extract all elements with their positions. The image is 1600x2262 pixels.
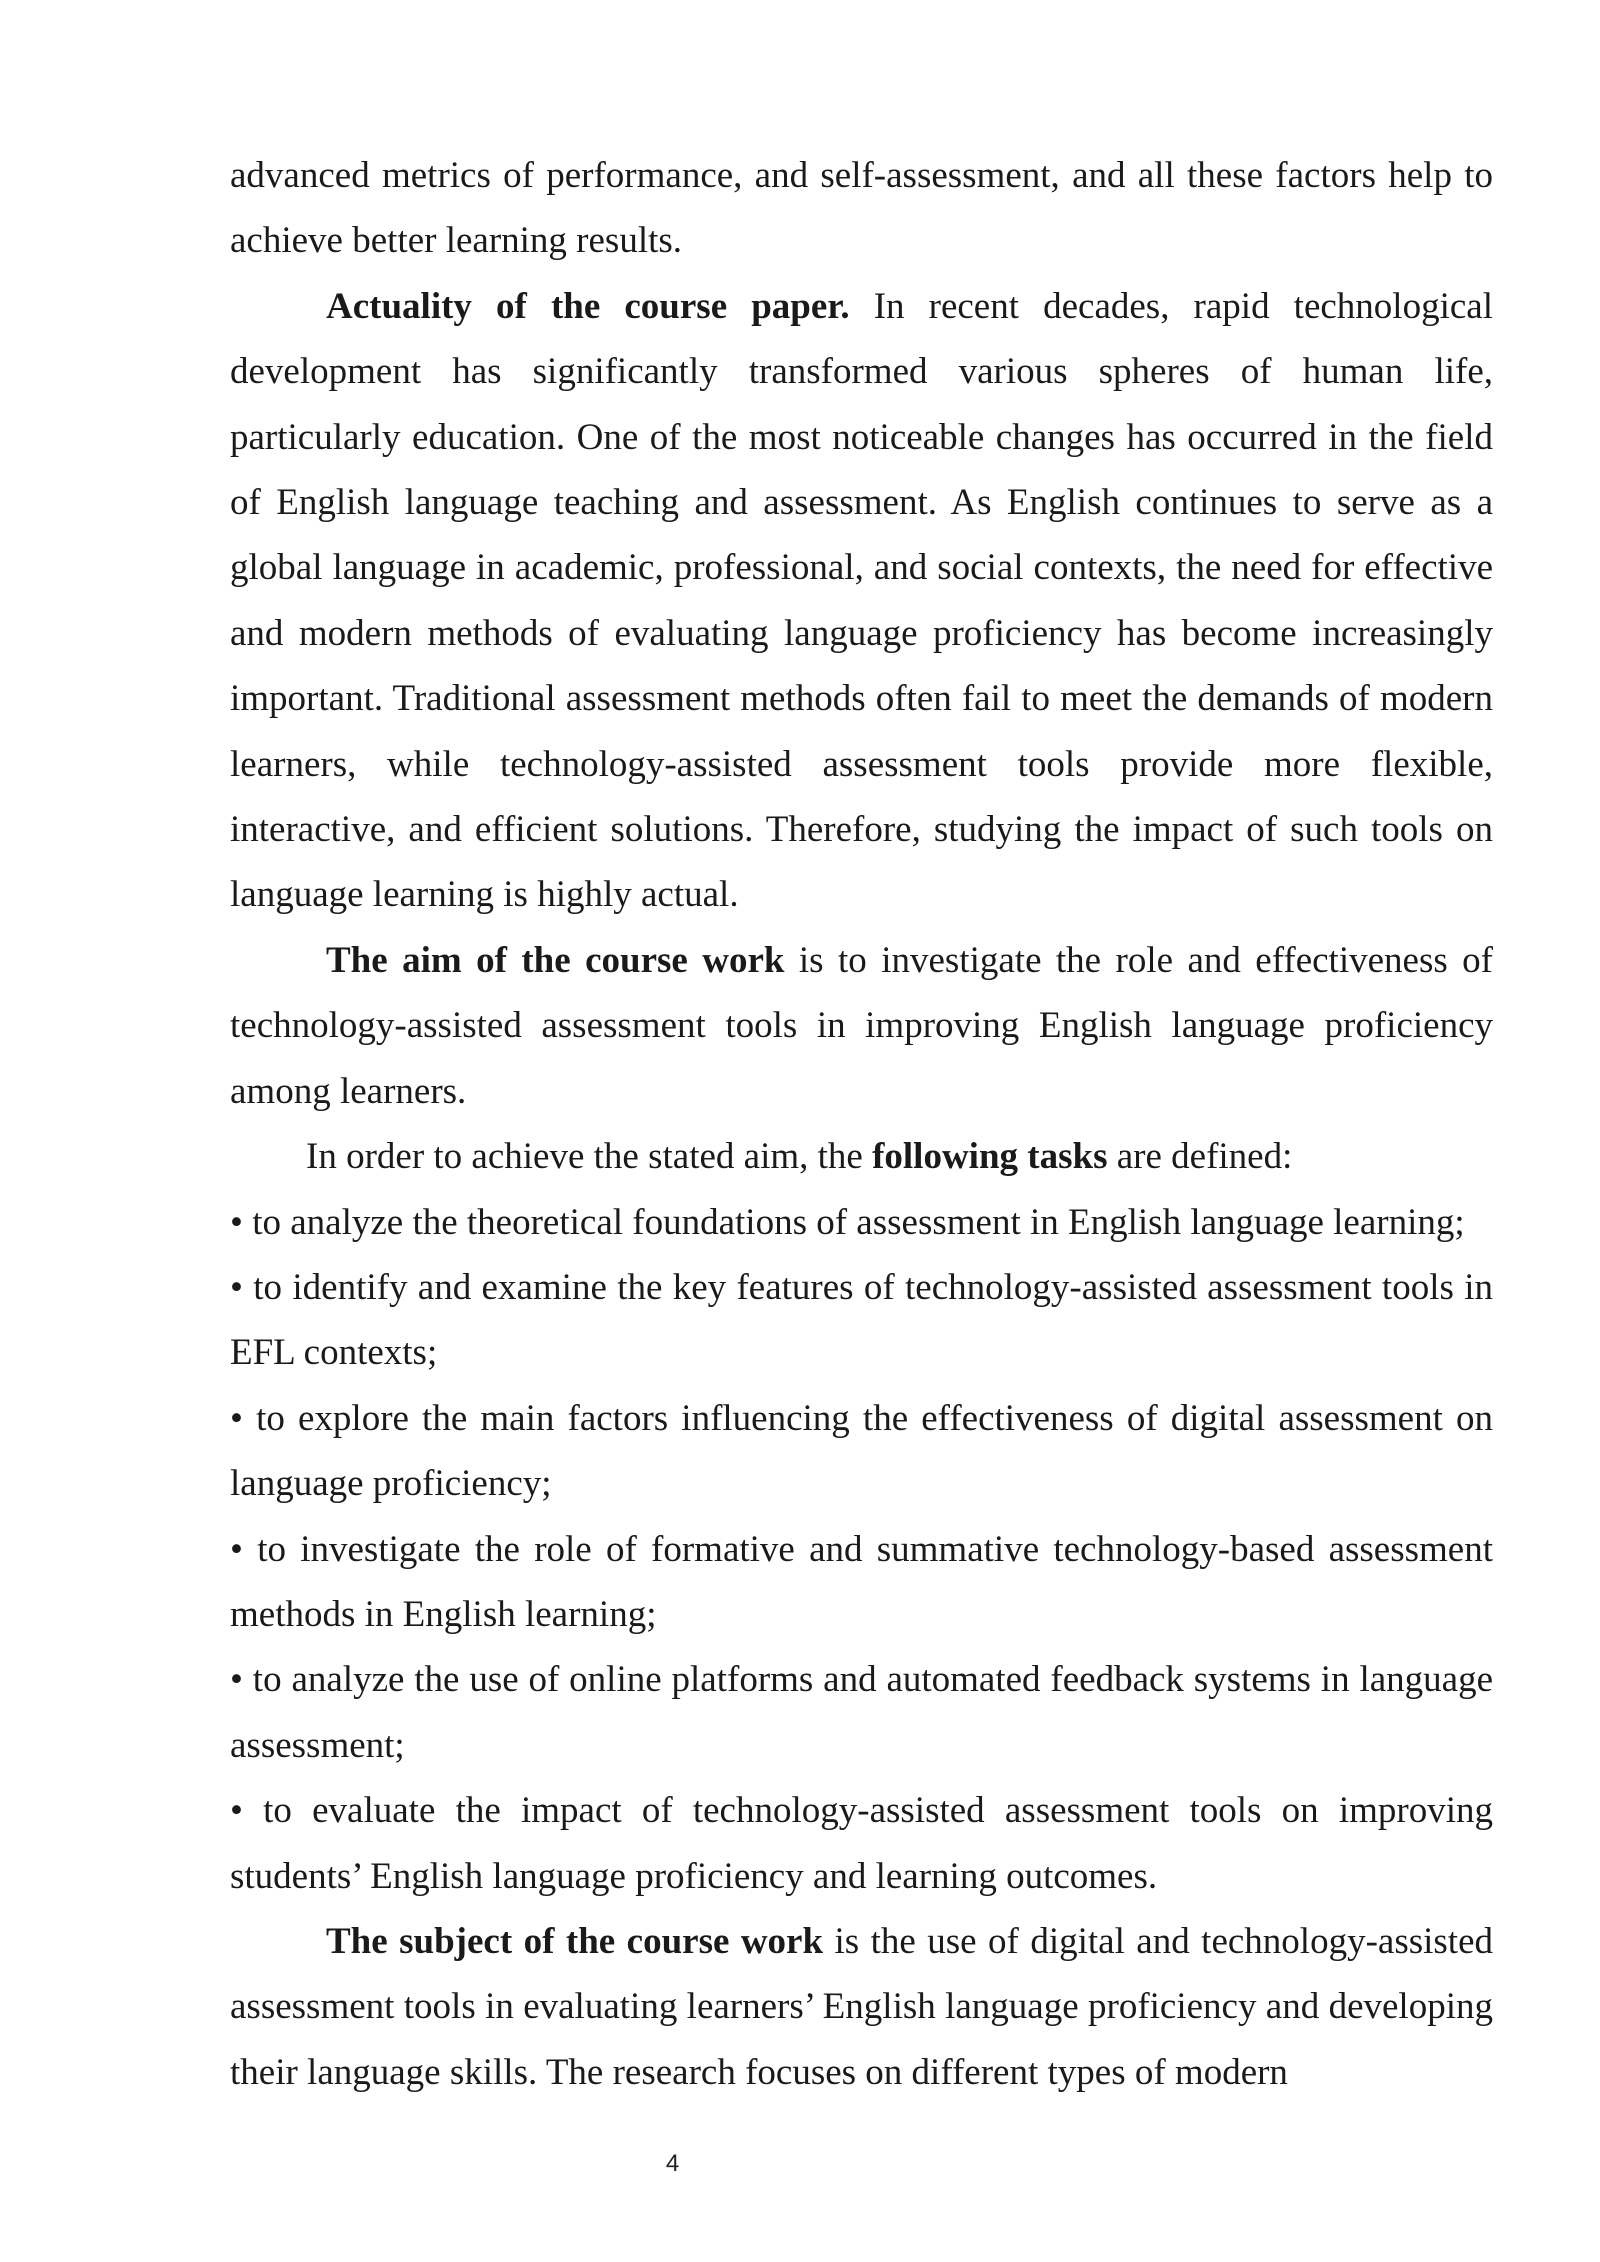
aim-paragraph: [230, 928, 1493, 1124]
page-number: 4: [665, 2150, 680, 2177]
task-item: • to explore the main factors influencing the effectiveness of digital assessment on language proficiency;: [230, 1397, 1493, 1505]
actuality-text: In recent decades, rapid technological development has significantly transformed various spheres of human life, particularly education. One of the most noticeable changes has occurred in the field of English language teaching and assessment. As English continues to serve as a global language in academic, professional, and social contexts, the need for effective and modern methods of evaluating language proficiency has become increasingly important. Traditional assessment methods often fail to meet the demands of modern learners, while technology-assisted assessment tools provide more flexible, interactive, and efficient solutions. Therefore, studying the impact of such tools on language learning is highly actual.: [230, 285, 1493, 916]
actuality-heading: Actuality of the course paper.: [326, 285, 850, 327]
subject-text: is the use of digital and technology-assisted assessment tools in evaluating learners’ English language proficiency and developing their language skills. The research focuses on different types of modern: [230, 1920, 1493, 2093]
intro-text: advanced metrics of performance, and self-assessment, and all these factors help to achieve better learning results.: [230, 155, 1493, 262]
tasks-intro-before: In order to achieve the stated aim, the: [306, 1136, 873, 1178]
actuality-paragraph: [230, 274, 1493, 928]
task-item: • to investigate the role of formative and summative technology-based assessment methods in English learning;: [230, 1528, 1493, 1635]
task-item: • to evaluate the impact of technology-assisted assessment tools on improving students’ English language proficiency and learning outcomes.: [230, 1790, 1493, 1897]
intro-paragraph: [230, 143, 1493, 274]
body-text: [230, 143, 1493, 2105]
tasks-intro-after: are defined:: [1107, 1136, 1293, 1178]
aim-text: is to investigate the role and effectiveness of technology-assisted assessment tools in improving English language proficiency among learners.: [230, 939, 1493, 1112]
tasks-intro-paragraph: [230, 1124, 1493, 1189]
subject-paragraph: [230, 1909, 1493, 2105]
tasks-intro-bold: following tasks: [872, 1136, 1108, 1178]
task-item: • to identify and examine the key features of technology-assisted assessment tools in EFL contexts;: [230, 1266, 1493, 1374]
aim-heading: The aim of the course work: [326, 939, 785, 981]
subject-heading: The subject of the course work: [326, 1920, 824, 1962]
task-item: • to analyze the theoretical foundations of assessment in English language learning;: [230, 1201, 1465, 1243]
task-item: • to analyze the use of online platforms and automated feedback systems in language assessment;: [230, 1659, 1493, 1766]
